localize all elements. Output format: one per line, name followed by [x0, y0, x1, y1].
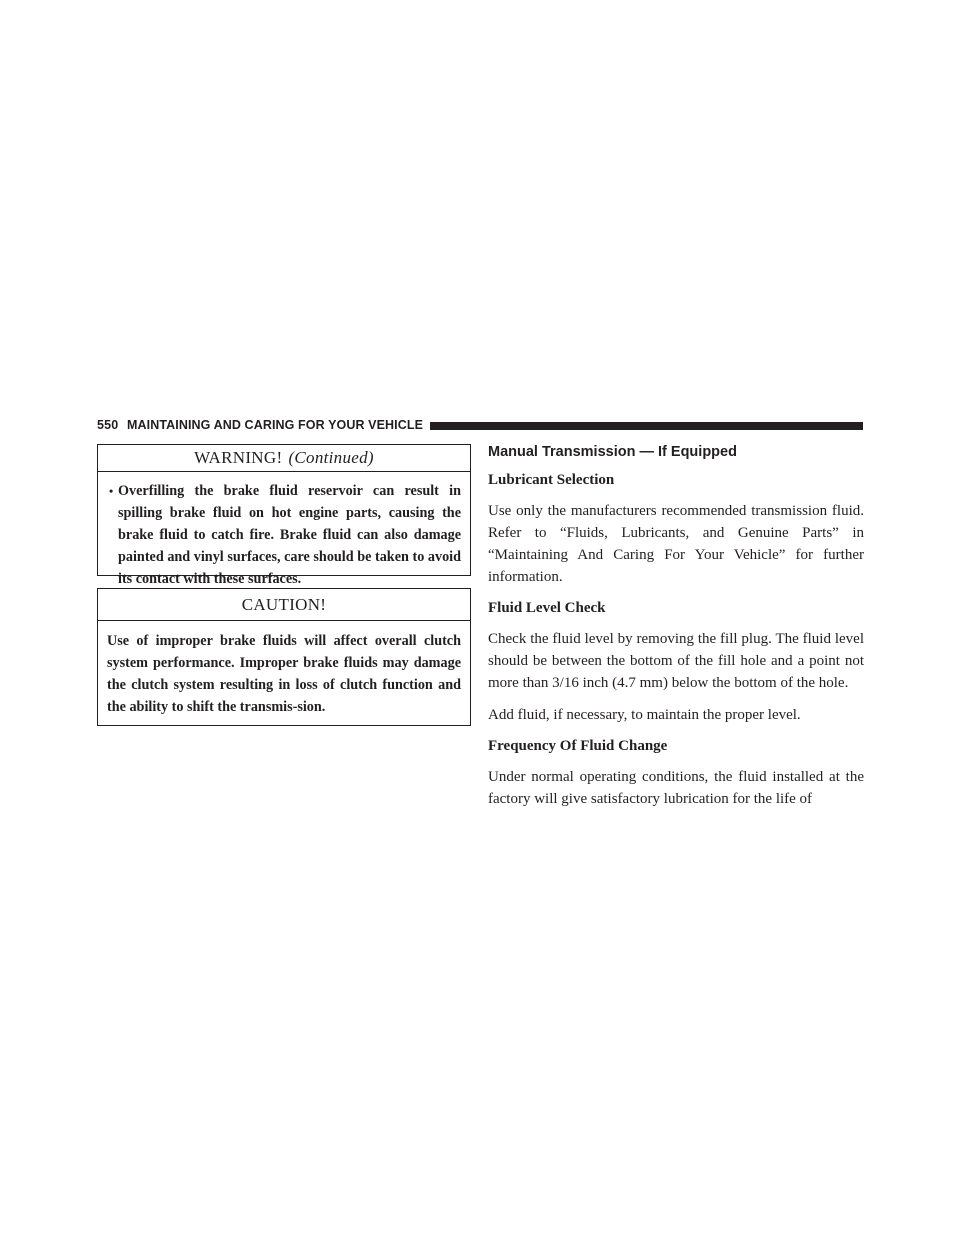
warning-text: Overfilling the brake fluid reservoir can result in spilling brake fluid on hot engine parts, causing the brake fluid to catch fire. Brake fluid can also damage painted and vinyl surfaces, care should be taken to avoid its contact with these surfaces. [118, 483, 461, 587]
page-number: 550 [97, 418, 119, 432]
lubricant-selection-text: Use only the manufacturers recommended transmission fluid. Refer to “Fluids, Lubricants, and Genuine Parts” in “Maintaining And Caring For Your Vehicle” for further information. [488, 503, 864, 585]
caution-text: Use of improper brake fluids will affect overall clutch system performance. Improper brake fluids may damage the clutch system resulting in loss of clutch function and the ability to shift the transmis-sion. [107, 633, 461, 715]
caution-title: CAUTION! [241, 595, 327, 614]
right-column [488, 442, 864, 810]
warning-continued: (Continued) [288, 448, 374, 467]
lubricant-selection-heading: Lubricant Selection [488, 472, 615, 488]
manual-transmission-heading: Manual Transmission — If Equipped [488, 444, 737, 460]
frequency-of-fluid-change-heading: Frequency Of Fluid Change [488, 738, 668, 754]
page-header [97, 416, 863, 436]
fluid-level-check-heading: Fluid Level Check [488, 600, 606, 616]
warning-title: WARNING! [194, 448, 283, 467]
bullet-icon: • [109, 484, 114, 498]
caution-header [98, 589, 470, 621]
fluid-level-check-text: Check the fluid level by removing the fill plug. The fluid level should be between the bottom of the fill hole and a point not more than 3/16 inch (4.7 mm) below the bottom of the hole. [488, 631, 864, 691]
warning-header [98, 445, 470, 472]
caution-box [97, 588, 471, 726]
header-rule [430, 422, 863, 430]
add-fluid-text: Add fluid, if necessary, to maintain the proper level. [488, 707, 801, 723]
warning-box [97, 444, 471, 587]
section-title: MAINTAINING AND CARING FOR YOUR VEHICLE [127, 418, 424, 432]
frequency-of-fluid-change-text: Under normal operating conditions, the fluid installed at the factory will give satisfactory lubrication for the life of [488, 769, 864, 807]
warning-body [98, 472, 470, 590]
